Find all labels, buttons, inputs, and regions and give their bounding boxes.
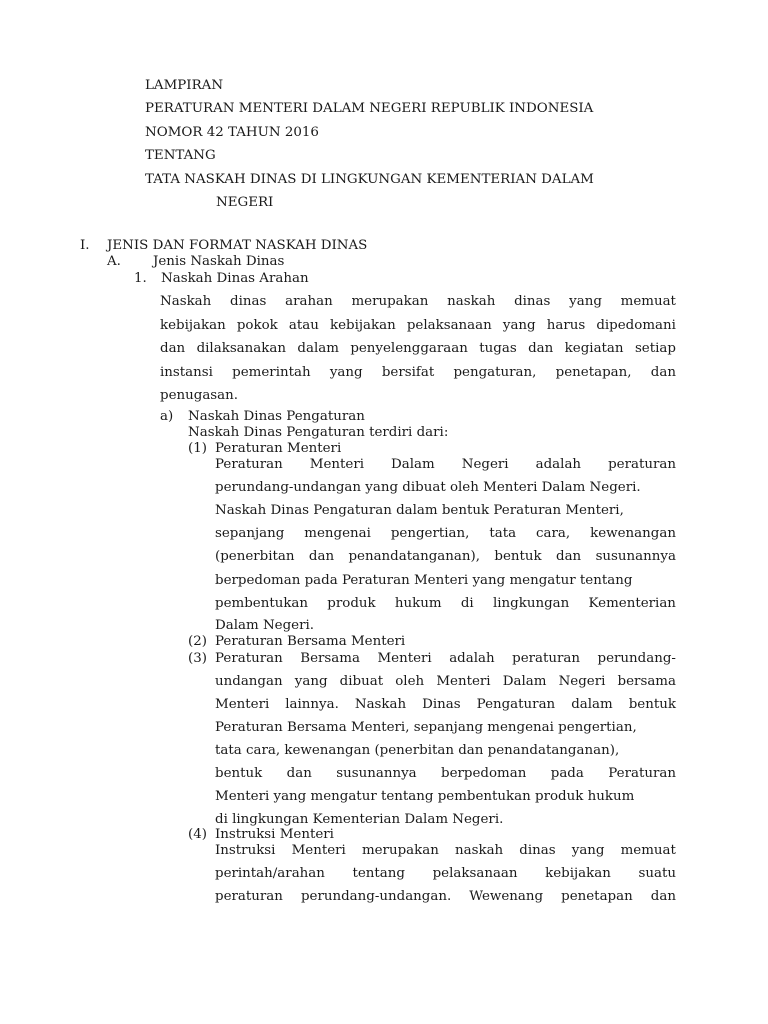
paragraph-line	[160, 365, 676, 381]
word: lingkungan	[492, 596, 570, 611]
word: kebijakan	[329, 318, 396, 333]
word: penandatanganan),	[348, 549, 480, 564]
header-tentang: TENTANG	[145, 148, 216, 163]
word: yang	[569, 294, 602, 309]
word: penetapan,	[555, 365, 632, 380]
word: dinas	[230, 294, 267, 309]
word: pengertian,	[390, 526, 470, 541]
word: Menteri	[215, 697, 270, 712]
section-title: JENIS DAN FORMAT NASKAH DINAS	[107, 238, 368, 253]
word: Wewenang	[469, 889, 544, 904]
word: penyelenggaraan	[350, 341, 468, 356]
paragraph-line	[215, 549, 676, 565]
word: Peraturan	[608, 766, 676, 781]
word: Negeri	[461, 457, 509, 472]
word: pengaturan,	[453, 365, 537, 380]
word: dan	[286, 766, 312, 781]
header-lampiran: LAMPIRAN	[145, 78, 224, 93]
sublist-marker: (1)	[188, 441, 207, 456]
word: Bersama	[300, 651, 360, 666]
header-number: NOMOR 42 TAHUN 2016	[145, 125, 319, 140]
word: Peraturan	[215, 651, 283, 666]
word: tata	[489, 526, 517, 541]
word: yang	[294, 674, 328, 689]
word: Menteri	[291, 843, 346, 858]
word: Dinas	[422, 697, 461, 712]
word: bentuk	[628, 697, 676, 712]
word: merupakan	[351, 294, 429, 309]
word: Peraturan	[215, 457, 283, 472]
item-number: 1.	[134, 271, 147, 286]
subsection-label: A.	[107, 254, 121, 269]
word: bentuk	[215, 766, 263, 781]
word: dan	[528, 341, 554, 356]
word: oleh	[395, 674, 425, 689]
word: susunannya	[595, 549, 676, 564]
word: bersama	[617, 674, 676, 689]
word: cara,	[536, 526, 571, 541]
sublist-marker: (4)	[188, 827, 207, 842]
paragraph-line	[160, 294, 676, 310]
word: undangan	[215, 674, 283, 689]
paragraph-line: Dalam Negeri.	[215, 618, 315, 633]
header-subject-cont: NEGERI	[216, 195, 274, 210]
word: penetapan	[561, 889, 633, 904]
word: pemerintah	[232, 365, 311, 380]
paragraph-line	[215, 526, 676, 542]
paragraph-line	[215, 457, 676, 473]
word: harus	[546, 318, 586, 333]
word: dan	[160, 341, 186, 356]
paragraph-line: Peraturan Bersama Menteri, sepanjang mengenai pengertian,	[215, 720, 637, 735]
word: dalam	[297, 341, 339, 356]
paragraph-line	[215, 596, 676, 612]
word: Menteri	[309, 457, 365, 472]
paragraph-line: Menteri yang mengatur tentang pembentukan produk hukum	[215, 789, 635, 804]
word: dinas	[514, 294, 551, 309]
list-title: Naskah Dinas Pengaturan	[188, 409, 365, 424]
paragraph-line	[215, 866, 676, 882]
word: kebijakan	[160, 318, 226, 333]
subsection-title: Jenis Naskah Dinas	[153, 254, 285, 269]
word: bersifat	[381, 365, 435, 380]
word: dan	[556, 549, 582, 564]
word: dibuat	[339, 674, 384, 689]
paragraph-line: di lingkungan Kementerian Dalam Negeri.	[215, 812, 504, 827]
sublist-title: Peraturan Bersama Menteri	[215, 634, 406, 649]
word: kebijakan	[545, 866, 611, 881]
word: pelaksanaan	[406, 318, 492, 333]
word: pokok	[236, 318, 278, 333]
sublist-marker: (3)	[188, 651, 207, 666]
word: instansi	[160, 365, 213, 380]
word: berpedoman	[441, 766, 527, 781]
paragraph-line	[160, 341, 676, 357]
word: yang	[502, 318, 536, 333]
word: peraturan	[512, 651, 581, 666]
word: setiap	[634, 341, 676, 356]
sublist-marker: (2)	[188, 634, 207, 649]
word: naskah	[447, 294, 496, 309]
word: arahan	[285, 294, 333, 309]
paragraph-line	[215, 889, 676, 905]
paragraph-line: tata cara, kewenangan (penerbitan dan penandatanganan),	[215, 743, 620, 758]
word: atau	[288, 318, 319, 333]
word: sepanjang	[215, 526, 285, 541]
word: Pengaturan	[476, 697, 556, 712]
paragraph-line	[215, 843, 676, 859]
section-number: I.	[80, 238, 90, 253]
word: susunannya	[336, 766, 417, 781]
paragraph-line: berpedoman pada Peraturan Menteri yang mengatur tentang	[215, 573, 633, 588]
paragraph-line: perundang-undangan yang dibuat oleh Menteri Dalam Negeri.	[215, 480, 641, 495]
word: Dalam	[502, 674, 547, 689]
word: dalam	[571, 697, 613, 712]
word: peraturan	[215, 889, 283, 904]
paragraph-line: Naskah Dinas Pengaturan dalam bentuk Peraturan Menteri,	[215, 503, 624, 518]
word: perundang-	[597, 651, 676, 666]
word: hukum	[394, 596, 442, 611]
paragraph-line	[160, 318, 676, 334]
word: tentang	[352, 866, 405, 881]
list-intro: Naskah Dinas Pengaturan terdiri dari:	[188, 425, 449, 440]
word: yang	[571, 843, 605, 858]
word: lainnya.	[285, 697, 339, 712]
word: Naskah	[160, 294, 212, 309]
word: perintah/arahan	[215, 866, 325, 881]
word: mengenai	[304, 526, 371, 541]
word: pada	[550, 766, 584, 781]
header-subject: TATA NASKAH DINAS DI LINGKUNGAN KEMENTERIAN DALAM	[145, 172, 594, 187]
word: perundang-undangan.	[300, 889, 452, 904]
paragraph-line	[215, 674, 676, 690]
paragraph-line	[215, 697, 676, 713]
header-regulation: PERATURAN MENTERI DALAM NEGERI REPUBLIK INDONESIA	[145, 101, 594, 116]
word: dipedomani	[596, 318, 676, 333]
word: memuat	[620, 843, 676, 858]
word: Menteri	[377, 651, 432, 666]
word: (penerbitan	[215, 549, 295, 564]
word: yang	[329, 365, 363, 380]
word: naskah	[454, 843, 504, 858]
word: merupakan	[361, 843, 439, 858]
word: kegiatan	[564, 341, 624, 356]
word: kewenangan	[590, 526, 676, 541]
word: Naskah	[354, 697, 407, 712]
word: produk	[327, 596, 376, 611]
paragraph-line	[215, 766, 676, 782]
word: adalah	[449, 651, 495, 666]
word: dinas	[519, 843, 556, 858]
paragraph-line: penugasan.	[160, 388, 239, 403]
sublist-title: Peraturan Menteri	[215, 441, 342, 456]
word: memuat	[620, 294, 676, 309]
word: Negeri	[558, 674, 606, 689]
item-title: Naskah Dinas Arahan	[161, 271, 309, 286]
word: pelaksanaan	[432, 866, 518, 881]
sublist-title: Instruksi Menteri	[215, 827, 334, 842]
word: Instruksi	[215, 843, 276, 858]
word: Kementerian	[588, 596, 676, 611]
paragraph-line	[215, 651, 676, 667]
word: dan	[308, 549, 335, 564]
word: dan	[650, 889, 676, 904]
word: di	[460, 596, 474, 611]
word: bentuk	[494, 549, 542, 564]
word: dan	[650, 365, 676, 380]
word: tugas	[479, 341, 517, 356]
list-marker: a)	[160, 409, 174, 424]
word: suatu	[638, 866, 676, 881]
word: dilaksanakan	[196, 341, 286, 356]
word: adalah	[535, 457, 582, 472]
word: Menteri	[436, 674, 491, 689]
word: pembentukan	[215, 596, 309, 611]
word: peraturan	[608, 457, 676, 472]
word: Dalam	[391, 457, 435, 472]
